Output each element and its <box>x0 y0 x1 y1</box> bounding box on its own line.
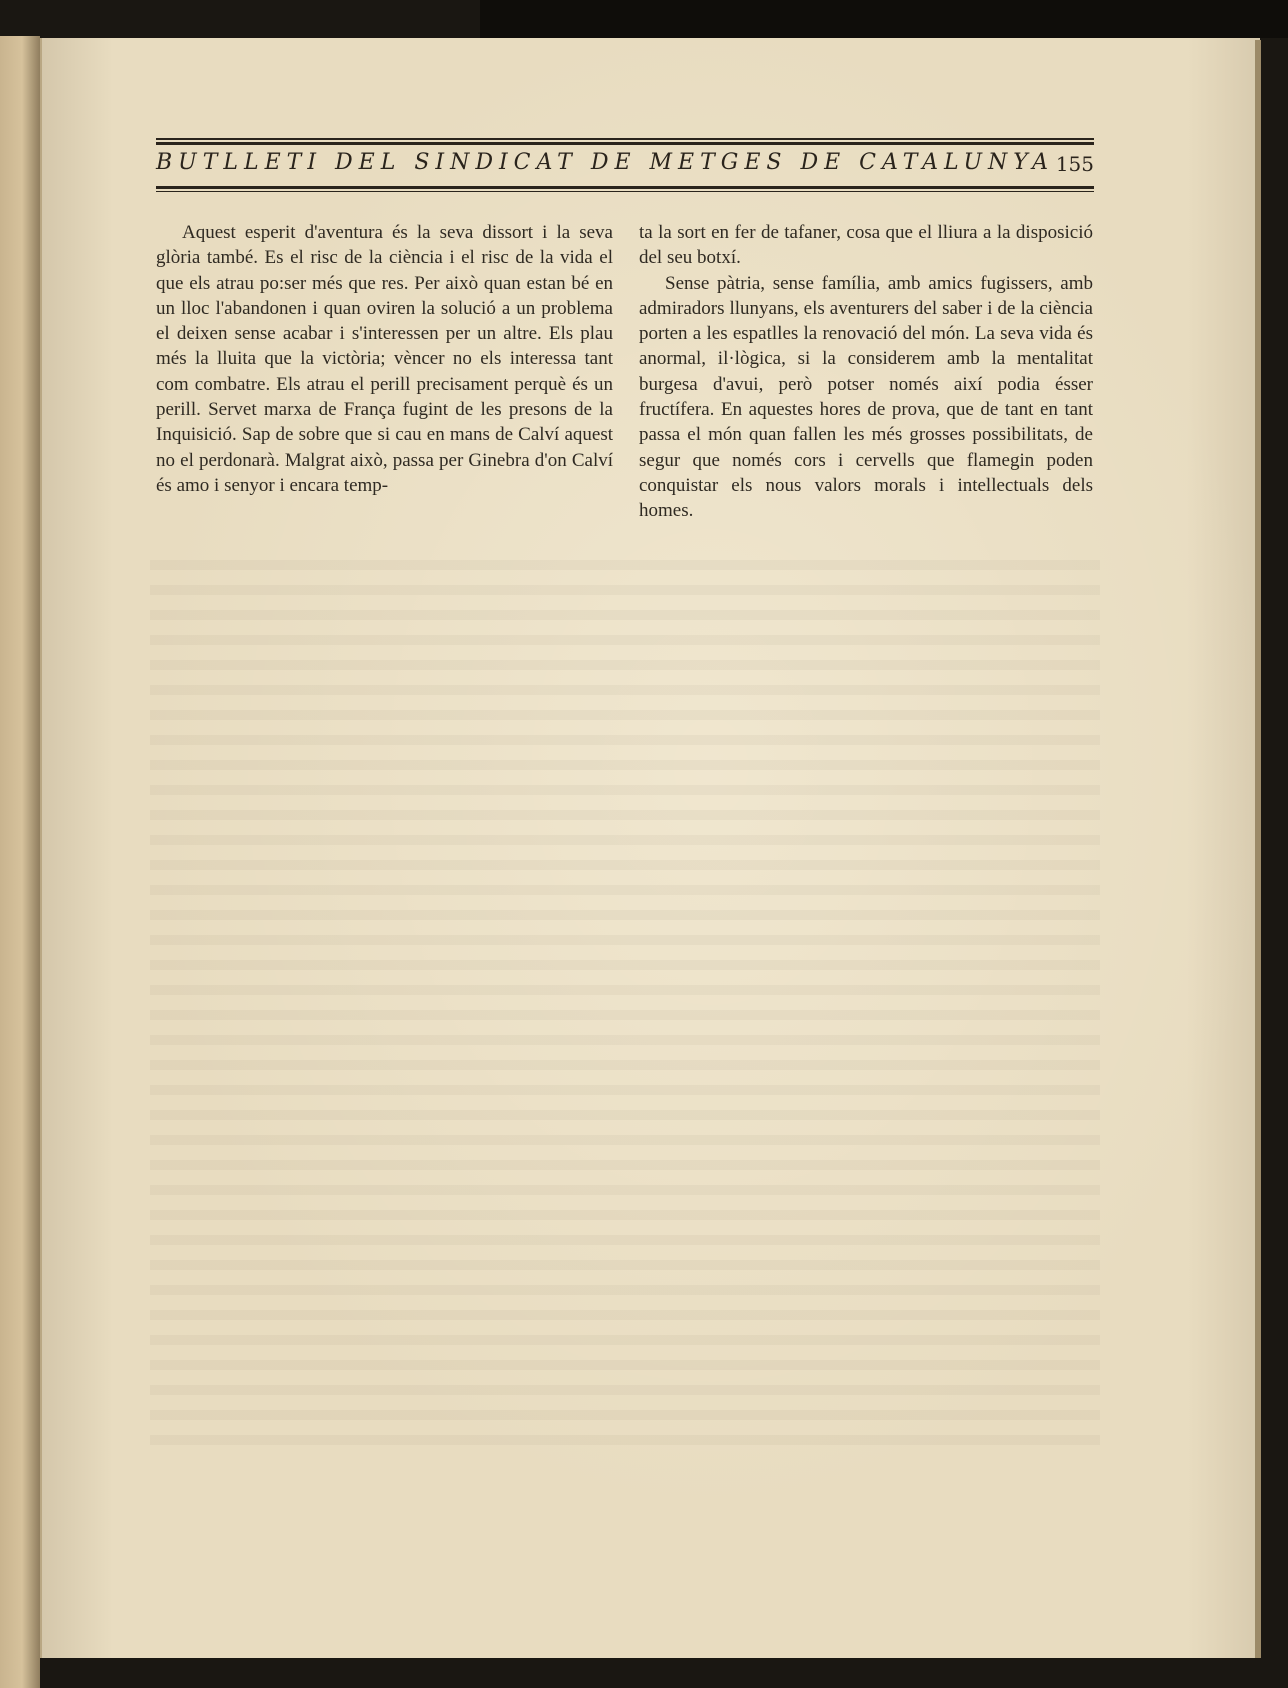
paragraph: ta la sort en fer de tafaner, cosa que el lliura a la disposició del seu botxí. <box>639 222 1093 269</box>
page-edge-shadow <box>1255 40 1261 1658</box>
header-rule-bottom-thick <box>156 186 1094 189</box>
text-column-right <box>639 220 1093 524</box>
running-header <box>156 150 1094 186</box>
journal-title: BUTLLETI DEL SINDICAT DE METGES DE CATALUNYA <box>156 150 1054 175</box>
scan-background <box>480 0 1288 38</box>
header-rule-top-thick <box>156 142 1094 145</box>
text-column-left <box>156 220 613 498</box>
facing-page-edge <box>0 36 40 1688</box>
header-rule-top-thin <box>156 138 1094 140</box>
paragraph: Sense pàtria, sense família, amb amics fugissers, amb admiradors llunyans, els aventurers del saber i de la ciència porten a les espatlles la renovació del món. La seva vida és anormal, il·lògica, si la considerem amb la mentalitat burgesa d'avui, però potser només així podia ésser fructífera. En aquestes hores de prova, que de tant en tant passa el món quan fallen les més grosses possibilitats, de segur que només cors i cervells que flamegin poden conquistar els nous valors morals i intellectuals dels homes. <box>639 272 1093 522</box>
page-number: 155 <box>1055 152 1094 176</box>
bleed-through-texture <box>150 560 1100 1460</box>
header-rule-bottom-thin <box>156 191 1094 192</box>
paragraph: Aquest esperit d'aventura és la seva dissort i la seva glòria també. Es el risc de la ciència i el risc de la vida el que els atrau po:ser més que res. Per això quan estan bé en un lloc l'abandonen i quan oviren la solució a un problema el deixen sense acabar i s'interessen per un altre. Els plau més la lluita que la victòria; vèncer no els interessa tant com combatre. Els atrau el perill precisament perquè és un perill. Servet marxa de França fugint de les presons de la Inquisició. Sap de sobre que si cau en mans de Calví aquest no el perdonarà. Malgrat això, passa per Ginebra d'on Calví és amo i senyor i encara temp- <box>156 222 613 496</box>
